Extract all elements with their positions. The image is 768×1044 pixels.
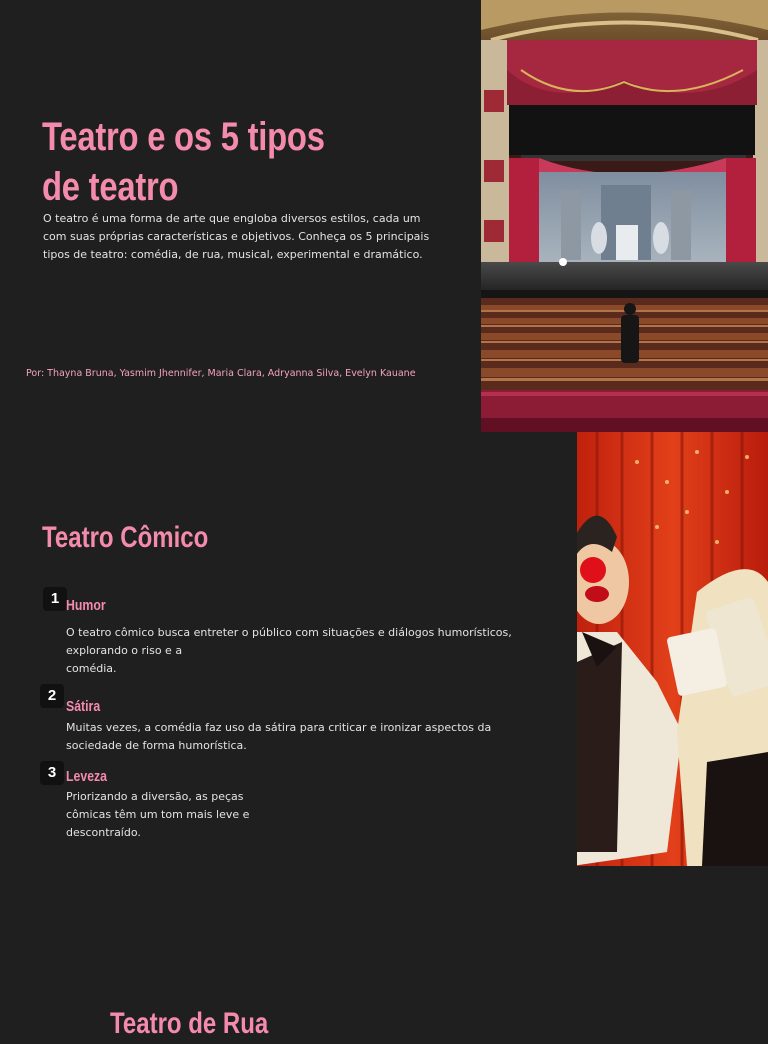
intro-paragraph: O teatro é uma forma de arte que engloba diversos estilos, cada um com suas próprias características e objetivos. Conheça os 5 principais tipos de teatro: comédia, de rua, musical, experimental e dramático.	[43, 212, 430, 261]
item-text-line: sociedade de forma humorística.	[66, 739, 247, 752]
item-title-humor: Humor	[66, 597, 106, 614]
item-text-line: descontraído.	[66, 826, 141, 839]
clown-image	[577, 432, 768, 866]
item-text-leveza	[66, 788, 249, 842]
authors-byline: Por: Thayna Bruna, Yasmim Jhennifer, Maria Clara, Adryanna Silva, Evelyn Kauane	[26, 368, 416, 379]
item-text-line: Priorizando a diversão, as peças	[66, 790, 244, 803]
item-text-humor	[66, 624, 512, 678]
item-number-2: 2	[40, 684, 64, 708]
item-text-line: explorando o riso e a	[66, 644, 183, 657]
page-title: Teatro e os 5 tipos de teatro	[42, 115, 325, 209]
item-number-1: 1	[43, 587, 67, 611]
section-title-comico: Teatro Cômico	[42, 521, 209, 554]
item-number-3: 3	[40, 761, 64, 785]
item-title-leveza: Leveza	[66, 768, 108, 785]
item-text-line: O teatro cômico busca entreter o público com situações e diálogos humorísticos,	[66, 626, 512, 639]
item-text-line: comédia.	[66, 662, 117, 675]
item-text-satira	[66, 719, 491, 755]
item-title-satira: Sátira	[66, 698, 101, 715]
item-text-line: Muitas vezes, a comédia faz uso da sátira para criticar e ironizar aspectos da	[66, 721, 492, 734]
section-title-rua: Teatro de Rua	[110, 1007, 269, 1040]
item-text-line: cômicas têm um tom mais leve e	[66, 808, 250, 821]
theater-image	[481, 0, 768, 432]
